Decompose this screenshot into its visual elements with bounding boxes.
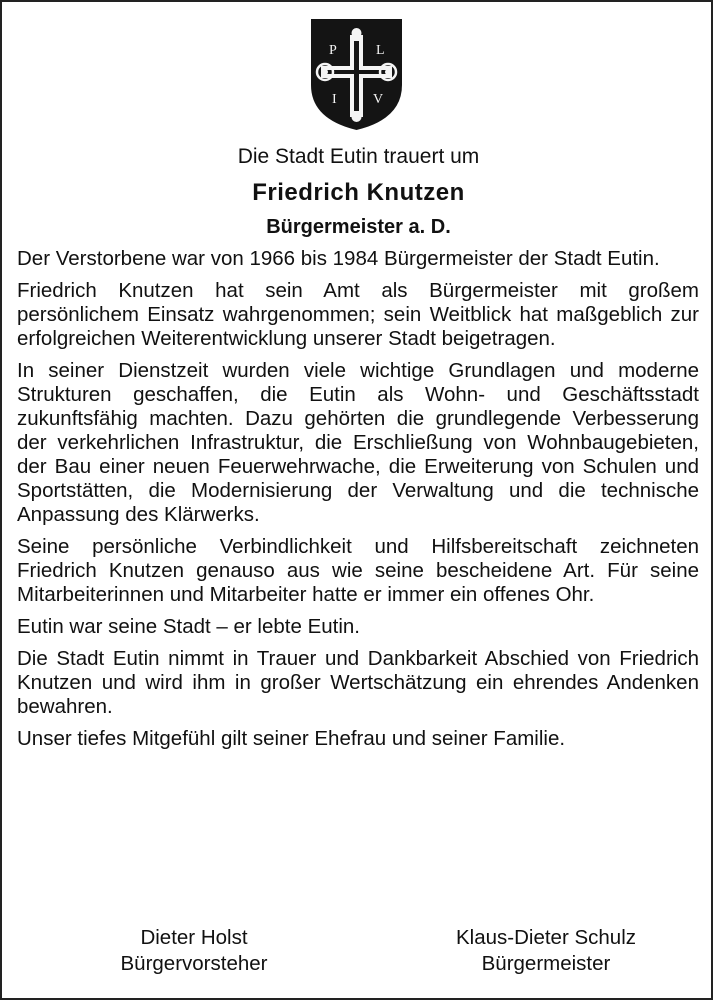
- coat-of-arms-icon: [309, 17, 404, 132]
- paragraph: Die Stadt Eutin nimmt in Trauer und Dankbarkeit Abschied von Friedrich Knutzen und wird ihm in großer Wertschätzung ein ehrendes Andenken bewahren.: [17, 647, 699, 718]
- deceased-name: Friedrich Knutzen: [252, 179, 465, 206]
- paragraph: Seine persönliche Verbindlichkeit und Hilfsbereitschaft zeichneten Friedrich Knutzen genauso aus wie seine bescheidene Art. Für seine Mitarbeiterinnen und Mitarbeiter hatte er immer ein offenes Ohr.: [17, 535, 699, 606]
- paragraph: Friedrich Knutzen hat sein Amt als Bürgermeister mit großem persönlichem Einsatz wahrgenommen; sein Weitblick hat maßgeblich zur erfolgreichen Weiterentwicklung unserer Stadt beigetragen.: [17, 279, 699, 350]
- paragraph: In seiner Dienstzeit wurden viele wichtige Grundlagen und moderne Strukturen geschaffen, die Eutin als Wohn- und Geschäftsstadt zukunftsfähig machten. Dazu gehörten die grundlegende Verbesserung der verkehrlichen Infrastruktur, die Erschließung von Wohnbaugebieten, der Bau einer neuen Feuerwehrwache, die Erweiterung von Schulen und Sportstätten, die Modernisierung der Verwaltung und die technische Anpassung des Klärwerks.: [17, 359, 699, 526]
- intro-line: Die Stadt Eutin trauert um: [237, 145, 480, 168]
- svg-text:P: P: [329, 43, 337, 58]
- paragraph: Der Verstorbene war von 1966 bis 1984 Bürgermeister der Stadt Eutin.: [17, 247, 660, 270]
- paragraph: Unser tiefes Mitgefühl gilt seiner Ehefrau und seiner Familie.: [17, 727, 566, 750]
- obituary-text: [17, 247, 699, 759]
- signatory-role: Bürgervorsteher: [120, 952, 268, 975]
- signatory-name: Dieter Holst: [140, 926, 248, 949]
- signatory-role: Bürgermeister: [481, 952, 611, 975]
- signatory-name: Klaus-Dieter Schulz: [455, 926, 636, 949]
- deceased-title: Bürgermeister a. D.: [266, 216, 451, 238]
- paragraph: Eutin war seine Stadt – er lebte Eutin.: [17, 615, 361, 638]
- signature-right: [396, 925, 696, 977]
- svg-text:I: I: [332, 92, 337, 107]
- signature-left: [44, 925, 344, 977]
- svg-text:L: L: [376, 43, 385, 58]
- svg-text:V: V: [373, 92, 384, 107]
